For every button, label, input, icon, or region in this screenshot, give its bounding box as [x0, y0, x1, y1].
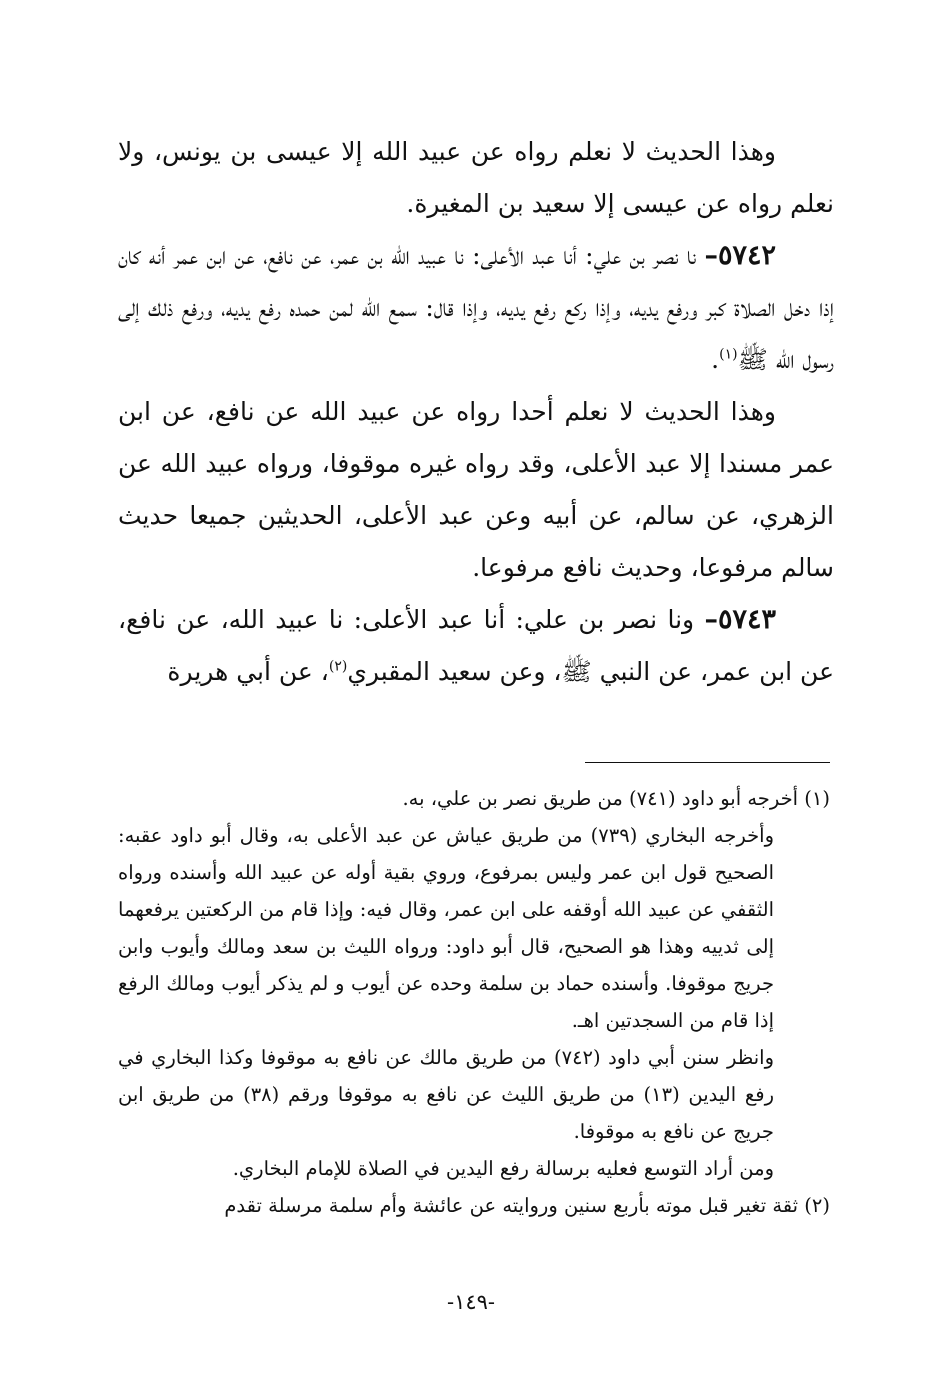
footnote-ref-2: (٢)	[328, 658, 348, 675]
footnote-separator	[585, 762, 830, 763]
footnote-1-para-4: ومن أراد التوسع فعليه برسالة رفع اليدين في الصلاة للإمام البخاري.	[232, 1157, 774, 1180]
footnote-2: (٢) ثقة تغير قبل موته بأربع سنين وروايته عن عائشة وأم سلمة مرسلة تقدم	[224, 1194, 830, 1217]
hadith-5743	[118, 594, 834, 698]
hadith-number-5742: ٥٧٤٢–	[704, 240, 776, 271]
main-text	[118, 126, 834, 698]
hadith-5742-end: .	[711, 345, 720, 374]
hadith-number-5743: ٥٧٤٣–	[704, 604, 777, 635]
paragraph-closing-note: وهذا الحديث لا نعلم رواه عن عبيد الله إلا عيسى بن يونس، ولا نعلم رواه عن عيسى إلا سعيد بن المغيرة.	[118, 137, 834, 218]
footnote-ref-1: (١)	[719, 346, 738, 363]
page-number: -١٤٩-	[446, 1290, 496, 1314]
paragraph-commentary: وهذا الحديث لا نعلم أحدا رواه عن عبيد الله عن نافع، عن ابن عمر مسندا إلا عبد الأعلى، وقد رواه غيره موقوفا، ورواه عبيد الله عن الزهري، عن سالم، عن أبيه وعن عبد الأعلى، الحديثين جميعا حديث سالم مرفوعا، وحديث نافع مرفوعا.	[118, 397, 834, 582]
hadith-5743-text-b: ، عن أبي هريرة	[167, 657, 329, 686]
hadith-5742	[118, 230, 834, 386]
footnotes	[118, 780, 830, 1224]
footnote-1-line-1: (١) أخرجه أبو داود (٧٤١) من طريق نصر بن علي، به.	[402, 787, 830, 810]
hadith-5743-text-a: ونا نصر بن علي: أنا عبد الأعلى: نا عبيد الله، عن نافع، عن ابن عمر، عن النبي ﷺ، وعن سعيد المقبري	[118, 605, 834, 686]
footnote-1-para-3: وانظر سنن أبي داود (٧٤٢) من طريق مالك عن نافع به موقوفا وكذا البخاري في رفع اليدين (١٣) من طريق الليث عن نافع به موقوفا ورقم (٣٨) من طريق ابن جريج عن نافع به موقوفا.	[118, 1046, 774, 1143]
footnote-1-para-2: وأخرجه البخاري (٧٣٩) من طريق عياش عن عبد الأعلى به، وقال أبو داود عقبه: الصحيح قول ابن عمر وليس بمرفوع، وروي بقية أوله عن عبيد الله وأسنده ورواه الثقفي عن عبيد الله أوقفه على ابن عمر، وقال فيه: وإذا قام من الركعتين يرفعهما إلى ثدييه وهذا هو الصحيح، قال أبو داود: ورواه الليث بن سعد ومالك وأيوب وابن جريج موقوفا. وأسنده حماد بن سلمة وحده عن أيوب و لم يذكر أيوب ومالك الرفع إذا قام من السجدتين اهـ.	[118, 824, 774, 1032]
hadith-5742-text: نا نصر بن علي: أنا عبد الأعلى: نا عبيد الله بن عمر، عن نافع، عن ابن عمر أنه كان إذا دخل الصلاة كبر ورفع يديه، وإذا ركع رفع يديه، وإذا قال: سمع الله لمن حمده رفع يديه، ورفع ذلك إلى رسول الله ﷺ	[118, 241, 834, 374]
